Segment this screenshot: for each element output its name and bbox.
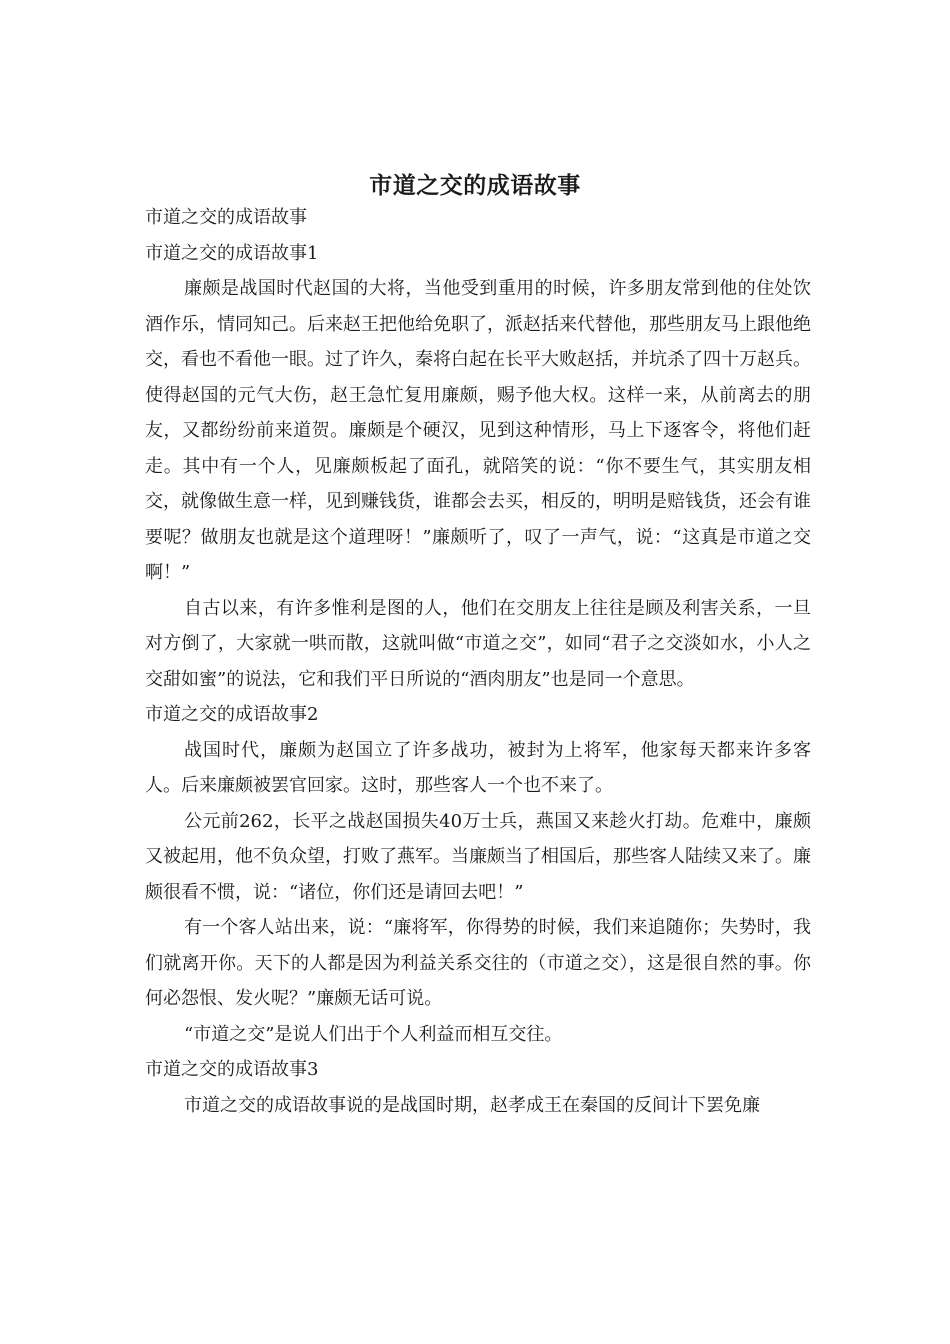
- section-heading-2: 市道之交的成语故事2: [145, 704, 319, 725]
- paragraph: 有一个客人站出来，说：“廉将军，你得势的时候，我们来追随你；失势时，我们就离开你。天下的人都是因为利益关系交往的（市道之交），这是很自然的事。你何必怨恨、发火呢？”廉颇无话可说。: [145, 917, 811, 1009]
- paragraph: 廉颇是战国时代赵国的大将，当他受到重用的时候，许多朋友常到他的住处饮酒作乐，情同知己。后来赵王把他给免职了，派赵括来代替他，那些朋友马上跟他绝交，看也不看他一眼。过了许久，秦将白起在长平大败赵括，并坑杀了四十万赵兵。使得赵国的元气大伤，赵王急忙复用廉颇，赐予他大权。这样一来，从前离去的朋友，又都纷纷前来道贺。廉颇是个硬汉，见到这种情形，马上下逐客令，将他们赶走。其中有一个人，见廉颇板起了面孔，就陪笑的说：“你不要生气，其实朋友相交，就像做生意一样，见到赚钱货，谁都会去买，相反的，明明是赔钱货，还会有谁要呢？做朋友也就是这个道理呀！”廉颇听了，叹了一声气，说：“这真是市道之交啊！”: [145, 278, 811, 583]
- section-heading-3: 市道之交的成语故事3: [145, 1059, 319, 1080]
- paragraph: 战国时代，廉颇为赵国立了许多战功，被封为上将军，他家每天都来许多客人。后来廉颇被罢官回家。这时，那些客人一个也不来了。: [145, 739, 811, 796]
- paragraph: “市道之交”是说人们出于个人利益而相互交往。: [184, 1023, 563, 1045]
- section-heading-1: 市道之交的成语故事1: [145, 242, 319, 264]
- document-title: 市道之交的成语故事: [369, 172, 581, 200]
- paragraph: 市道之交的成语故事说的是战国时期，赵孝成王在秦国的反间计下罢免廉: [184, 1094, 760, 1116]
- lead-line: 市道之交的成语故事: [145, 207, 307, 228]
- paragraph: 公元前262，长平之战赵国损失40万士兵，燕国又来趁火打劫。危难中，廉颇又被起用，他不负众望，打败了燕军。当廉颇当了相国后，那些客人陆续又来了。廉颇很看不惯，说：“诸位，你们还是请回去吧！”: [145, 810, 811, 903]
- document-body: [145, 200, 811, 1123]
- paragraph: 自古以来，有许多惟利是图的人，他们在交朋友上往往是顾及利害关系，一旦对方倒了，大家就一哄而散，这就叫做“市道之交”，如同“君子之交淡如水，小人之交甜如蜜”的说法，它和我们平日所说的“酒肉朋友”也是同一个意思。: [145, 597, 811, 690]
